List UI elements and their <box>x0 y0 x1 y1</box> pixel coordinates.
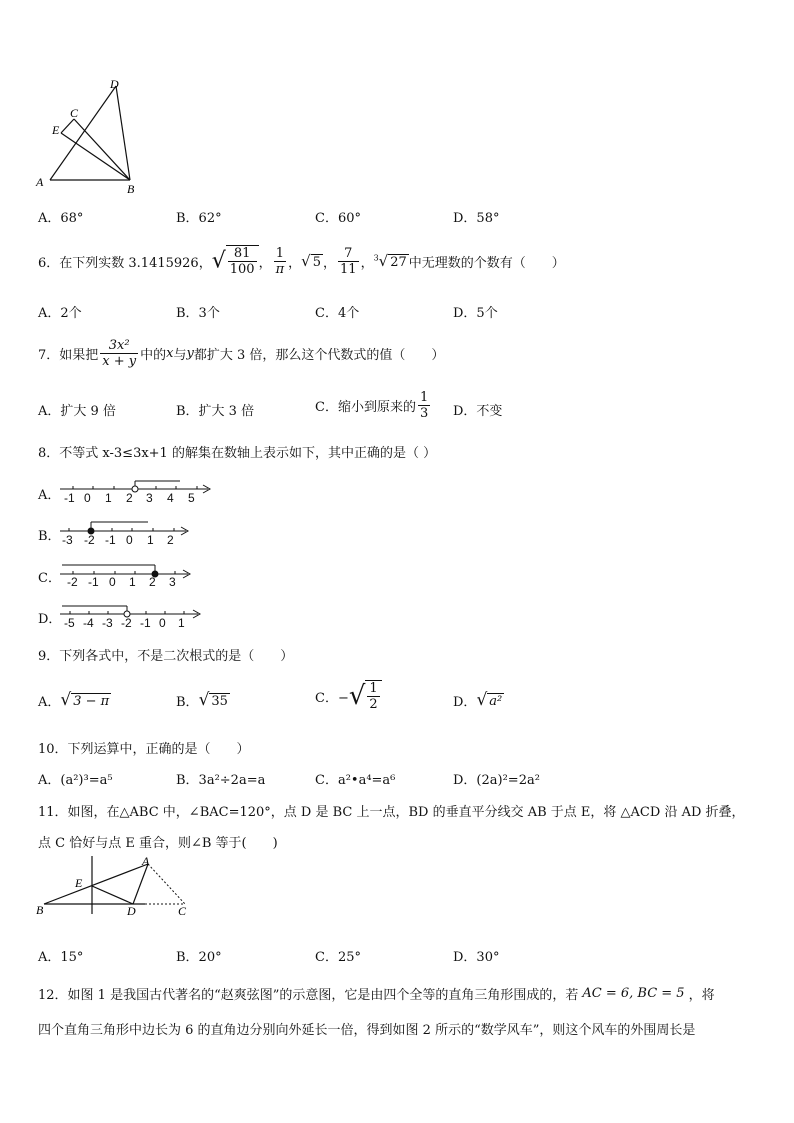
q11-label-e: E <box>75 876 83 890</box>
q5-figure <box>30 74 150 196</box>
q6-fraction-2 <box>338 246 359 277</box>
q8-axis-a-tick: 5 <box>188 491 195 505</box>
q6-f2-num: 7 <box>338 246 359 262</box>
q8-axis-a-tick: 4 <box>167 491 174 505</box>
q8-axis-c-tick: 3 <box>169 575 176 589</box>
q6-prefix: 6．在下列实数 3.1415926， <box>38 255 212 271</box>
q9-c-den: 2 <box>369 697 378 712</box>
q11-figure <box>30 852 200 922</box>
q9-a-radical: √ 3 − π <box>60 690 110 710</box>
q6-f1-den: π <box>275 261 285 277</box>
q8-axis-d-tick: -2 <box>121 616 132 630</box>
q9-c-radical: √ $\frac{1}{2}$ <box>349 680 382 712</box>
q8-axis-a-tick: 0 <box>84 491 91 505</box>
q8-axis-c-tick: -2 <box>67 575 78 589</box>
q6-sqrt-den: 100 <box>229 262 255 277</box>
q10-option-a: A．(a²)³=a⁵ <box>38 773 113 788</box>
q6-f1-num: 1 <box>274 246 287 262</box>
q11-option-a: A．15° <box>38 950 84 965</box>
q7-option-c-fraction <box>418 390 430 421</box>
q8-axis-a-tick: 3 <box>146 491 153 505</box>
q11-option-b: B．20° <box>176 950 222 965</box>
q6-cbrt-val: 27 <box>390 255 407 270</box>
q7-middle: 中的 <box>140 348 167 363</box>
q6-option-d: D．5个 <box>453 306 498 321</box>
q11-label-a: A <box>142 854 150 868</box>
q5-label-c: C <box>70 106 79 120</box>
q8-axis-d-tick: 0 <box>159 616 166 630</box>
q6-option-a: A．2个 <box>38 306 82 321</box>
q10-option-d: D．(2a)²=2a² <box>453 773 540 788</box>
q9-a-val: 3 − π <box>73 694 110 709</box>
q5-label-a: A <box>36 175 44 189</box>
q7-num: 3x² <box>100 338 138 354</box>
q8-axis-b-tick: -3 <box>62 533 73 547</box>
q8-axis-b-labels <box>62 533 187 547</box>
q8-axis-a-tick: 1 <box>105 491 112 505</box>
q8-axis-d-tick: -4 <box>83 616 94 630</box>
q7-question <box>38 338 444 369</box>
q6-sqrt-fraction: √ $\frac{81}{100}$ <box>212 245 259 277</box>
q7-c-den: 3 <box>419 406 429 421</box>
q6-sqrt5-val: 5 <box>312 255 321 270</box>
q7-option-b: B．扩大 3 倍 <box>176 404 255 419</box>
q6-option-b: B．3个 <box>176 306 220 321</box>
q11-line-2: 点 C 恰好与点 E 重合，则∠B 等于( ) <box>38 836 278 851</box>
q6-fraction-1 <box>274 246 287 277</box>
q8-axis-c-tick: -1 <box>88 575 99 589</box>
q6-sqrt5: √ 5 <box>301 252 321 270</box>
q10-option-c: C．a²•a⁴=a⁶ <box>315 773 396 788</box>
q12-line-1-text: 12．如图 1 是我国古代著名的“赵爽弦图”的示意图，它是由四个全等的直角三角形围成的，若 <box>38 988 579 1003</box>
q9-c-label: C．− <box>315 690 349 706</box>
q8-label-a: A． <box>38 488 61 503</box>
q9-d-radical: √ a² <box>476 690 503 710</box>
q5-option-b: B．62° <box>176 211 222 226</box>
q5-option-c: C．60° <box>315 211 361 226</box>
q9-b-label: B． <box>176 694 199 710</box>
q11-label-d: D <box>127 904 136 918</box>
q8-axis-b-tick: -1 <box>105 533 116 547</box>
q8-axis-d-tick: -3 <box>102 616 113 630</box>
q5-label-d: D <box>110 77 119 91</box>
q7-option-a: A．扩大 9 倍 <box>38 404 116 419</box>
q11-option-c: C．25° <box>315 950 361 965</box>
q8-axis-c-tick: 2 <box>149 575 156 589</box>
q6-sqrt-num: 81 <box>228 246 257 262</box>
q8-axis-d-labels <box>64 616 197 630</box>
q7-c-num: 1 <box>419 390 429 405</box>
q5-label-e: E <box>52 123 60 137</box>
q8-axis-b-tick: 1 <box>147 533 154 547</box>
q6-suffix: 中无理数的个数有（ ） <box>408 255 565 271</box>
q9-a-label: A． <box>38 694 61 710</box>
q6-question: 6．在下列实数 3.1415926， √ $\frac{81}{100}$ ， $\frac{1}{\pi}$ ， √ 5 ， $\frac{7}{11}$ ， $^3$√ 27 中无理数的个数有（ ） <box>38 245 565 277</box>
q8-label-b: B． <box>38 529 61 544</box>
q9-b-radical: √ 35 <box>198 690 228 710</box>
q9-option-d <box>453 690 504 710</box>
q8-axis-b-tick: 0 <box>126 533 133 547</box>
q7-x: x <box>166 346 174 361</box>
q6-f2-den: 11 <box>340 261 357 277</box>
q9-d-label: D． <box>453 694 477 710</box>
q5-option-d: D．58° <box>453 211 500 226</box>
q10-option-b: B．3a²÷2a=a <box>176 773 266 788</box>
q9-c-num: 1 <box>369 681 378 696</box>
q6-cbrt-index: 3 <box>373 253 379 263</box>
q7-suffix: 都扩大 3 倍，那么这个代数式的值（ ） <box>193 348 445 363</box>
q8-axis-b-tick: -2 <box>84 533 95 547</box>
q9-option-b <box>176 690 230 710</box>
q5-label-b: B <box>127 182 135 196</box>
q8-axis-d-tick: -5 <box>64 616 75 630</box>
q12-line-1-math: AC = 6, BC = 5 <box>582 986 685 1001</box>
q8-axis-b-tick: 2 <box>167 533 174 547</box>
q8-label-d: D． <box>38 612 62 627</box>
q12-line-2: 四个直角三角形中边长为 6 的直角边分别向外延长一倍，得到如图 2 所示的“数学风车”，则这个风车的外围周长是 <box>38 1023 696 1038</box>
q8-axis-d-tick: 1 <box>178 616 185 630</box>
q8-question: 8．不等式 x-3≤3x+1 的解集在数轴上表示如下，其中正确的是（ ） <box>38 446 437 461</box>
q7-fraction <box>100 338 138 369</box>
q7-y: y <box>186 346 194 361</box>
q8-axis-c-tick: 1 <box>129 575 136 589</box>
q12-line-1-end: ，将 <box>688 988 715 1003</box>
q12-line-1 <box>38 984 715 1003</box>
q9-d-val: a² <box>489 694 503 709</box>
q11-option-d: D．30° <box>453 950 500 965</box>
q6-cbrt: $^3$√ 27 <box>373 252 407 270</box>
q7-prefix: 7．如果把 <box>38 348 99 363</box>
q8-axis-c-labels <box>67 575 189 589</box>
q9-option-c <box>315 680 382 712</box>
q6-option-c: C．4个 <box>315 306 360 321</box>
q8-axis-d-tick: -1 <box>140 616 151 630</box>
q8-axis-a-tick: 2 <box>126 491 133 505</box>
q7-option-d: D．不变 <box>453 404 503 419</box>
q7-den: x + y <box>102 354 137 369</box>
q10-question: 10．下列运算中，正确的是（ ） <box>38 742 250 757</box>
q11-line-1: 11．如图，在△ABC 中，∠BAC=120°，点 D 是 BC 上一点，BD 的垂直平分线交 AB 于点 E，将 △ACD 沿 AD 折叠， <box>38 805 745 820</box>
q8-label-c: C． <box>38 571 61 586</box>
q5-option-a: A．68° <box>38 211 84 226</box>
q8-axis-c-tick: 0 <box>109 575 116 589</box>
q7-and: 与 <box>173 348 187 363</box>
q8-axis-a-labels <box>64 491 208 505</box>
q7-option-c-text: C．缩小到原来的 <box>315 400 416 415</box>
q11-label-b: B <box>36 903 44 917</box>
q8-axis-a-tick: -1 <box>64 491 75 505</box>
q9-question: 9．下列各式中，不是二次根式的是（ ） <box>38 649 294 664</box>
q9-option-a <box>38 690 111 710</box>
q7-option-c <box>315 390 432 421</box>
q9-b-val: 35 <box>211 694 228 709</box>
q11-label-c: C <box>178 904 187 918</box>
